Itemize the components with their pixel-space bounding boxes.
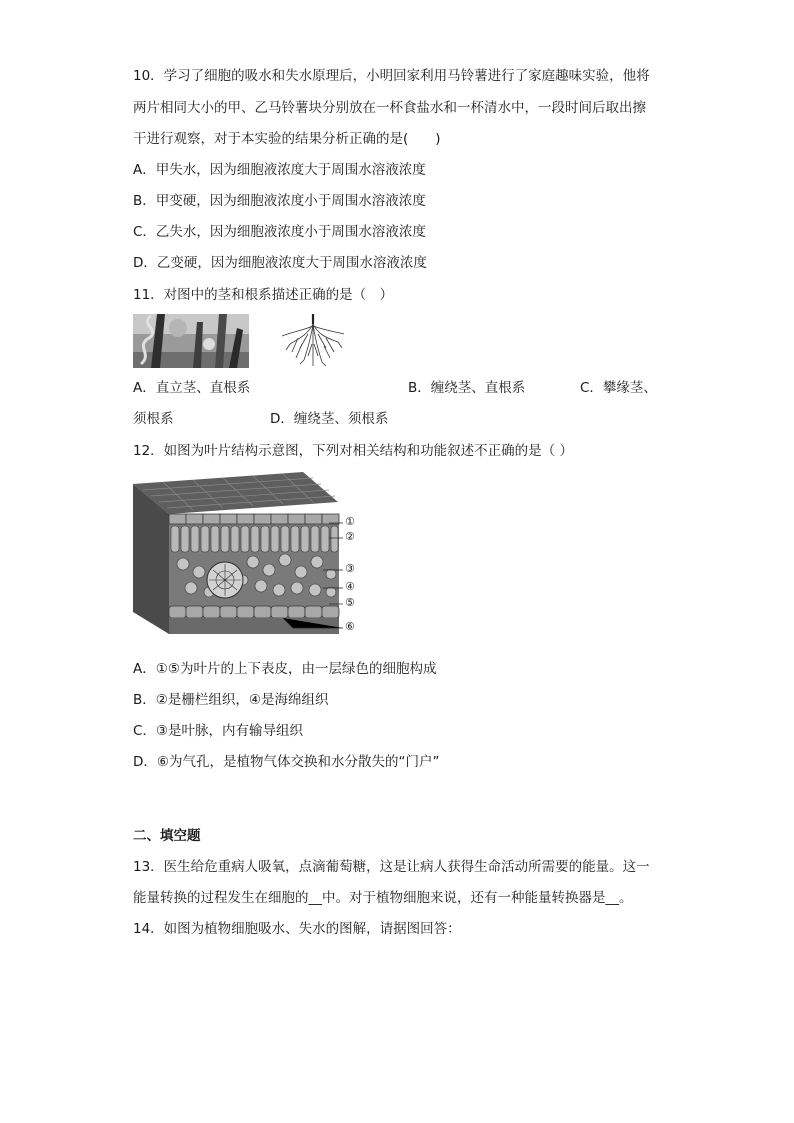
q11-option-d: D．缠绕茎、须根系 bbox=[270, 411, 389, 427]
q13-line2: 能量转换的过程发生在细胞的__中。对于植物细胞来说，还有一种能量转换器是__。 bbox=[133, 890, 633, 906]
leaf-label-6: ⑥ bbox=[345, 620, 355, 633]
q10-stem-line1: 10．学习了细胞的吸水和失水原理后，小明回家利用马铃薯进行了家庭趣味实验，他将 bbox=[133, 68, 650, 84]
q10-option-c: C．乙失水，因为细胞液浓度小于周围水溶液浓度 bbox=[133, 224, 426, 240]
q12-option-b: B．②是栅栏组织，④是海绵组织 bbox=[133, 692, 329, 708]
q11-option-c-cont: 须根系 bbox=[133, 411, 174, 427]
section-heading: 二、填空题 bbox=[133, 828, 201, 844]
fibrous-root-diagram bbox=[278, 314, 348, 368]
leaf-label-3: ③ bbox=[345, 562, 355, 575]
q12-stem: 12．如图为叶片结构示意图，下列对相关结构和功能叙述不正确的是（ ） bbox=[133, 443, 573, 459]
q12-option-c: C．③是叶脉，内有输导组织 bbox=[133, 723, 304, 739]
leaf-label-2: ② bbox=[345, 530, 355, 543]
q10-option-b: B．甲变硬，因为细胞液浓度小于周围水溶液浓度 bbox=[133, 193, 426, 209]
leaf-label-5: ⑤ bbox=[345, 596, 355, 609]
q11-option-a: A．直立茎、直根系 bbox=[133, 380, 251, 396]
q11-option-b: B．缠绕茎、直根系 bbox=[408, 380, 526, 396]
q12-option-d: D．⑥为气孔，是植物气体交换和水分散失的“门户” bbox=[133, 754, 440, 770]
q10-option-d: D．乙变硬，因为细胞液浓度大于周围水溶液浓度 bbox=[133, 255, 427, 271]
q11-stem: 11．对图中的茎和根系描述正确的是（ ） bbox=[133, 287, 394, 303]
q12-option-a: A．①⑤为叶片的上下表皮，由一层绿色的细胞构成 bbox=[133, 661, 437, 677]
q10-stem-line3: 干进行观察，对于本实验的结果分析正确的是( ) bbox=[133, 131, 441, 147]
vine-stem-photo bbox=[133, 314, 249, 368]
leaf-label-4: ④ bbox=[345, 580, 355, 593]
q13-line1: 13．医生给危重病人吸氧，点滴葡萄糖，这是让病人获得生命活动所需要的能量。这一 bbox=[133, 859, 650, 875]
q10-stem-line2: 两片相同大小的甲、乙马铃薯块分别放在一杯食盐水和一杯清水中，一段时间后取出擦 bbox=[133, 100, 646, 116]
q10-option-a: A．甲失水，因为细胞液浓度大于周围水溶液浓度 bbox=[133, 162, 426, 178]
q11-option-c: C．攀缘茎、 bbox=[580, 380, 657, 396]
leaf-label-1: ① bbox=[345, 515, 355, 528]
q14-stem: 14．如图为植物细胞吸水、失水的图解，请据图回答： bbox=[133, 921, 461, 937]
leaf-structure-diagram bbox=[133, 472, 363, 642]
